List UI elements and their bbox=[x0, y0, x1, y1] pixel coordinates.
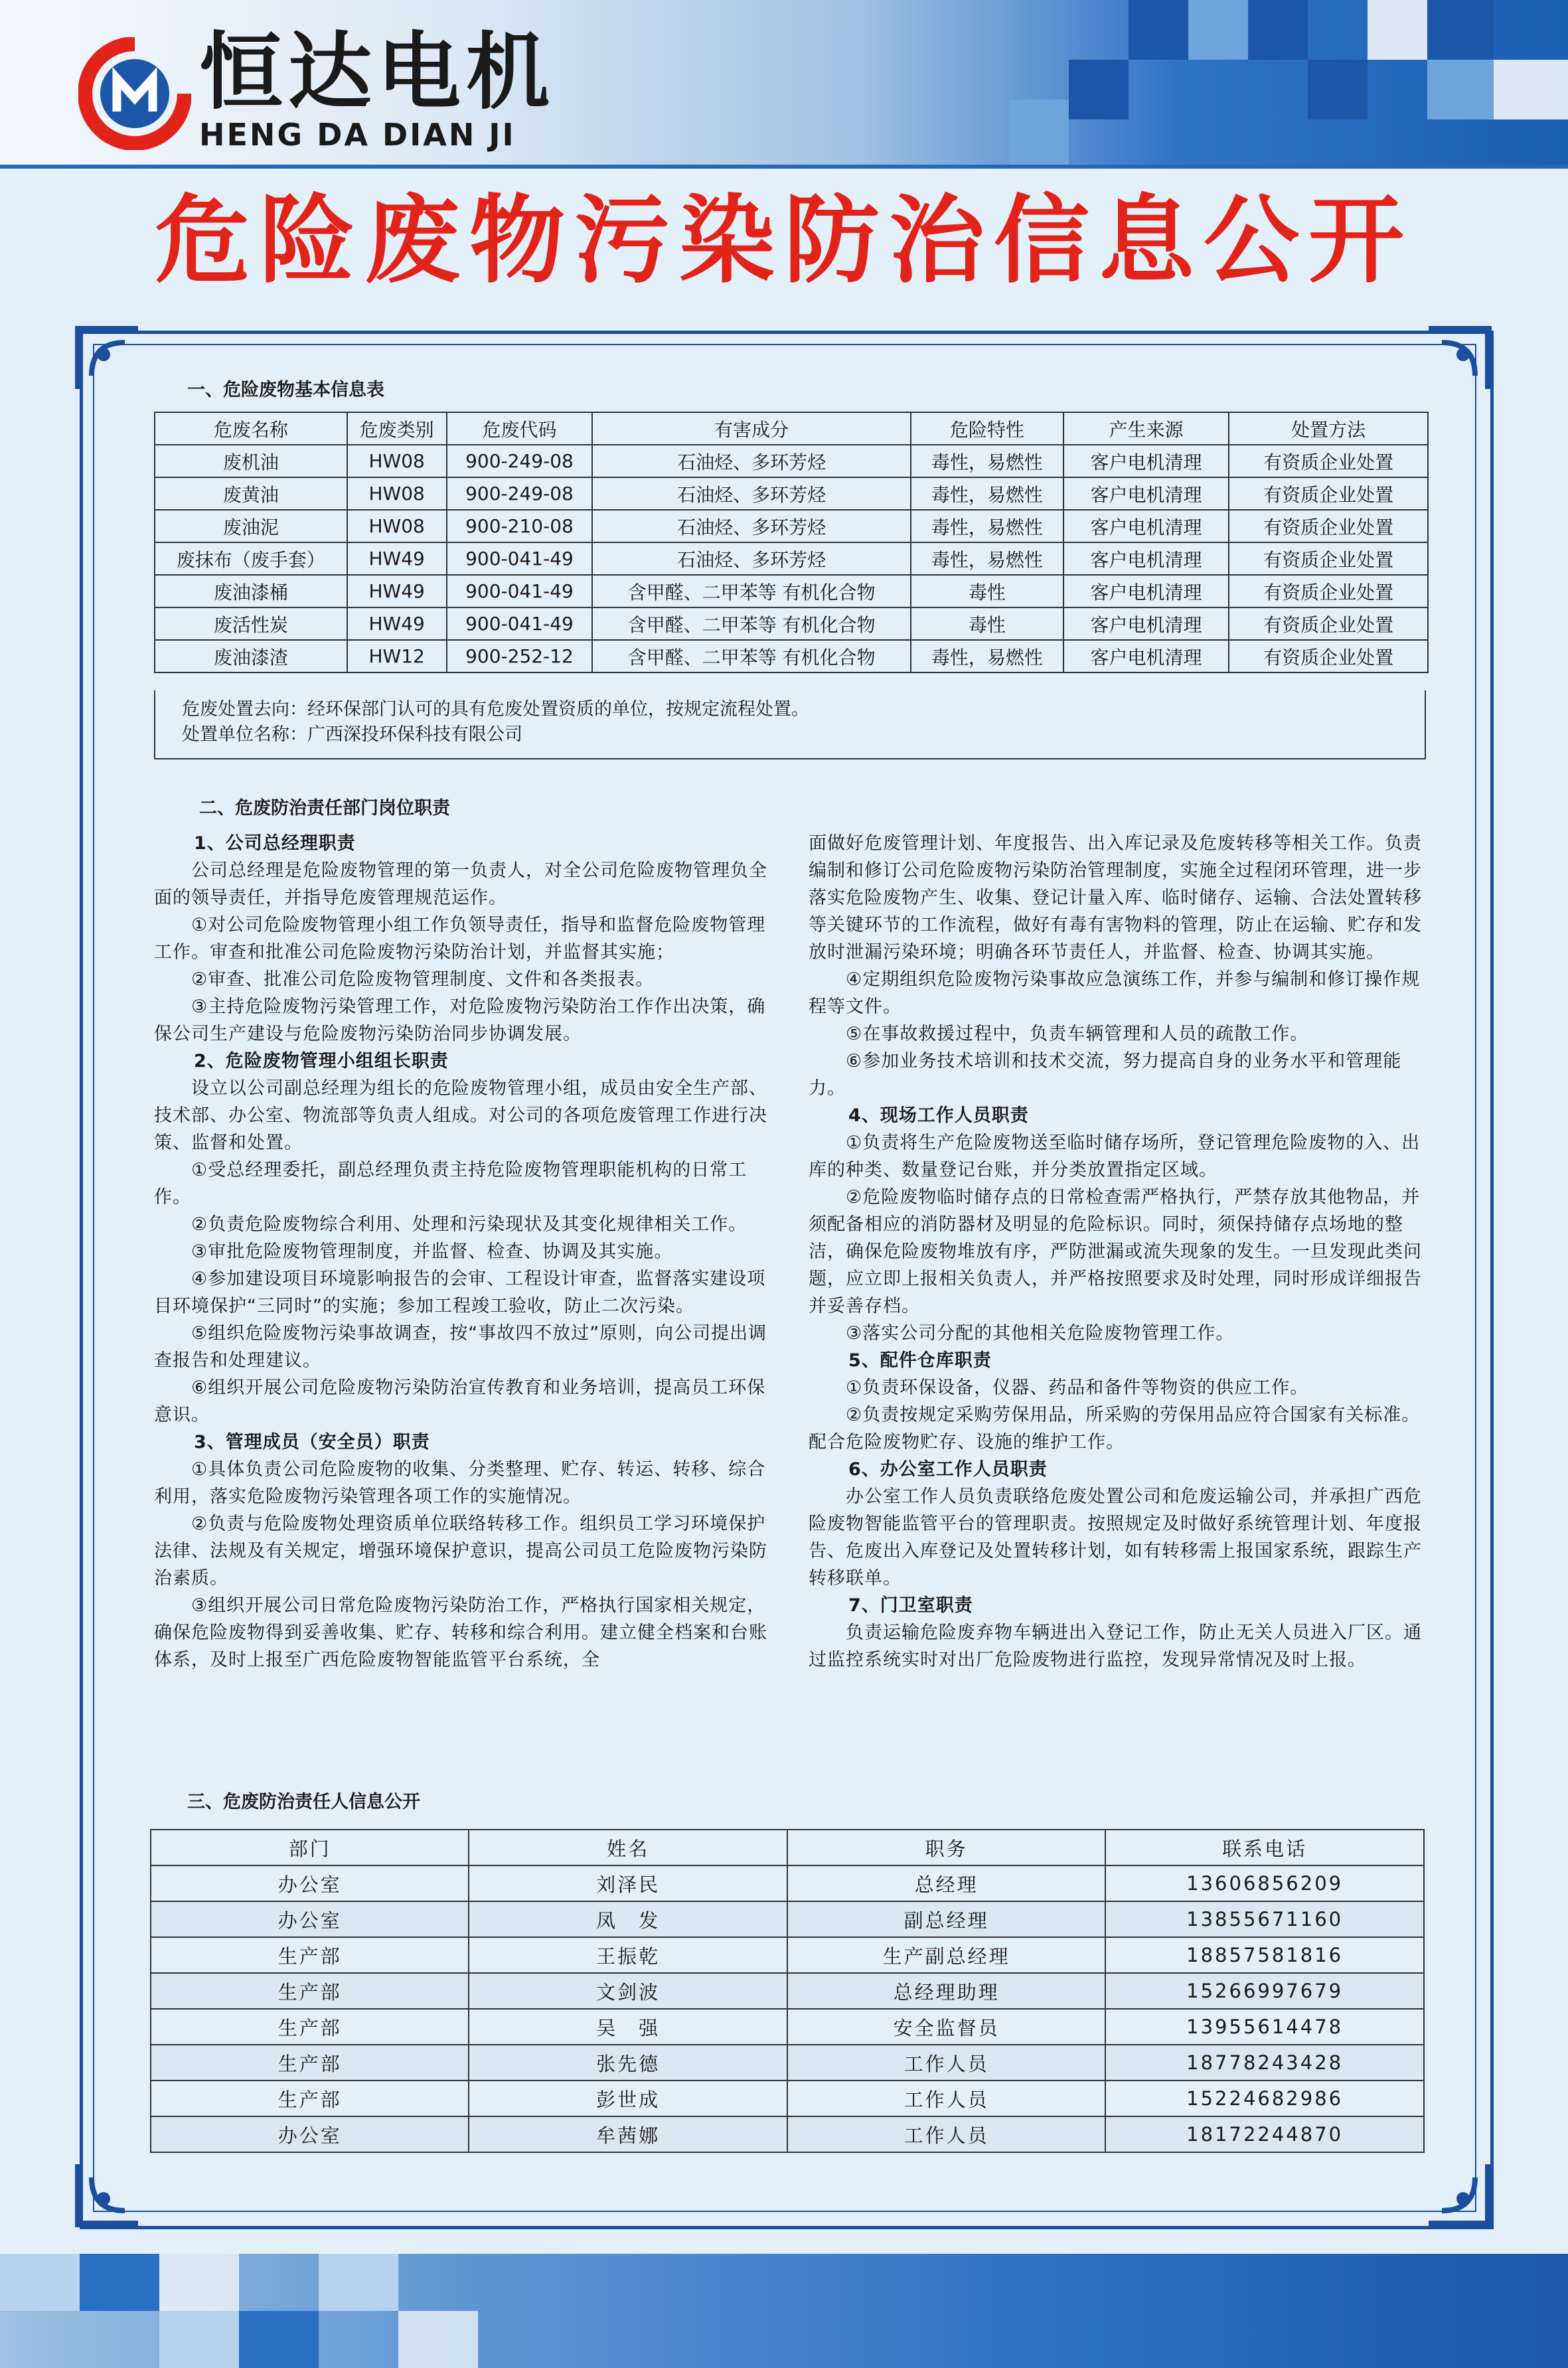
header-square bbox=[1069, 60, 1129, 119]
table-cell: 生产部 bbox=[151, 2081, 469, 2116]
paragraph: ②负责危险废物综合利用、处理和污染现状及其变化规律相关工作。 bbox=[191, 1214, 747, 1235]
paragraph: 面做好危废管理计划、年度报告、出入库记录及危废转移等相关工作。负责编制和修订公司危险废物污染防治管理制度，实施全过程闭环管理，进一步落实危险废物产生、收集、登记计量入库、临时储存、运输、合法处置转移等关键环节的工作流程，做好有毒有害物料的管理，防止在运输、贮存和发放时泄漏污染环境；明确各环节责任人，并监督、检查、协调其实施。 bbox=[809, 833, 1422, 963]
table-cell: 含甲醛、二甲苯等 有机化合物 bbox=[592, 607, 911, 640]
table-cell: 客户电机清理 bbox=[1063, 445, 1229, 477]
subsection-heading: 3、管理成员（安全员）职责 bbox=[194, 1432, 430, 1453]
table-cell: 工作人员 bbox=[787, 2045, 1105, 2081]
table-cell: HW49 bbox=[347, 542, 447, 575]
section1-title: 一、危险废物基本信息表 bbox=[187, 380, 384, 400]
paragraph: 公司总经理是危险废物管理的第一负责人，对全公司危险废物管理负全面的领导责任，并指导危废管理规范运作。 bbox=[154, 860, 767, 908]
paragraph: ②负责与危险废物处理资质单位联络转移工作。组织员工学习环境保护法律、法规及有关规定，增强环境保护意识，提高公司员工危险废物污染防治素质。 bbox=[154, 1514, 767, 1589]
corner-ornament-icon bbox=[1422, 2158, 1495, 2231]
paragraph: ③落实公司分配的其他相关危险废物管理工作。 bbox=[846, 1323, 1235, 1344]
paragraph: ②负责按规定采购劳保用品，所采购的劳保用品应符合国家有关标准。配合危险废物贮存、设施的维护工作。 bbox=[809, 1405, 1421, 1453]
table-cell: 18778243428 bbox=[1105, 2045, 1424, 2081]
table-cell: 900-249-08 bbox=[447, 477, 593, 510]
paragraph: 设立以公司副总经理为组长的危险废物管理小组，成员由安全生产部、技术部、办公室、物流部等负责人组成。对公司的各项危废管理工作进行决策、监督和处置。 bbox=[154, 1078, 767, 1153]
footer-square bbox=[398, 2311, 478, 2368]
column-header: 部门 bbox=[151, 1830, 469, 1865]
disposal-destination: 危废处置去向：经环保部门认可的具有危废处置资质的单位，按规定流程处置。 bbox=[182, 699, 809, 720]
table-cell: 毒性，易燃性 bbox=[911, 477, 1063, 510]
table-header-row bbox=[155, 412, 1428, 445]
table-cell: 900-249-08 bbox=[447, 445, 593, 477]
table-cell: 文剑波 bbox=[469, 1973, 787, 2009]
table-cell: 石油烃、多环芳烃 bbox=[592, 477, 911, 510]
table-cell: 废黄油 bbox=[155, 477, 347, 510]
table-cell: 王振乾 bbox=[469, 1937, 787, 1973]
column-header: 职务 bbox=[787, 1830, 1105, 1865]
corner-ornament-icon bbox=[72, 323, 145, 396]
hazardous-waste-table bbox=[154, 412, 1429, 673]
table-cell: 客户电机清理 bbox=[1063, 575, 1229, 607]
page-title: 危险废物污染防治信息公开 bbox=[154, 185, 1413, 296]
table-cell: 15224682986 bbox=[1105, 2081, 1424, 2116]
section3-title: 三、危废防治责任人信息公开 bbox=[187, 1792, 420, 1812]
header-square bbox=[1188, 0, 1248, 60]
column-header: 危废名称 bbox=[155, 412, 347, 445]
paragraph: ③组织开展公司日常危险废物污染防治工作，严格执行国家相关规定，确保危险废物得到妥善收集、贮存、转移和综合利用。建立健全档案和台账体系，及时上报至广西危险废物智能监管平台系统，全 bbox=[154, 1595, 767, 1670]
table-cell: 生产部 bbox=[151, 1973, 469, 2009]
table-cell: 生产副总经理 bbox=[787, 1937, 1105, 1973]
paragraph: ⑥参加业务技术培训和技术交流，努力提高自身的业务水平和管理能力。 bbox=[809, 1051, 1402, 1099]
paragraph: ②危险废物临时储存点的日常检查需严格执行，严禁存放其他物品，并须配备相应的消防器材及明显的危险标识。同时，须保持储存点场地的整洁，确保危险废物堆放有序，严防泄漏或流失现象的发生。一旦发现此类问题，应立即上报相关负责人，并严格按照要求及时处理，同时形成详细报告并妥善存档。 bbox=[809, 1187, 1422, 1316]
table-cell: HW08 bbox=[347, 510, 447, 542]
table-cell: 石油烃、多环芳烃 bbox=[592, 542, 911, 575]
disposal-company: 处置单位名称：广西深投环保科技有限公司 bbox=[182, 724, 522, 745]
paragraph: ①负责将生产危险废物送至临时储存场所，登记管理危险废物的入、出库的种类、数量登记台账，并分类放置指定区域。 bbox=[809, 1133, 1421, 1180]
header-square bbox=[1129, 0, 1188, 60]
table-row bbox=[151, 1865, 1424, 1901]
paragraph: 办公室工作人员负责联络危废处置公司和危废运输公司，并承担广西危险废物智能监管平台的管理职责。按照规定及时做好系统管理计划、年度报告、危废出入库登记及处置转移计划，如有转移需上报国家系统，跟踪生产转移联单。 bbox=[809, 1486, 1422, 1589]
table-cell: 900-252-12 bbox=[447, 640, 593, 672]
table-cell: 有资质企业处置 bbox=[1229, 510, 1428, 542]
table-cell: 办公室 bbox=[151, 1865, 469, 1901]
duties-right-column bbox=[809, 830, 1429, 1674]
column-header: 产生来源 bbox=[1063, 412, 1229, 445]
table-cell: 有资质企业处置 bbox=[1229, 542, 1428, 575]
table-row bbox=[155, 542, 1428, 575]
table-cell: 石油烃、多环芳烃 bbox=[592, 510, 911, 542]
table-cell: 毒性，易燃性 bbox=[911, 542, 1063, 575]
table-cell: 废机油 bbox=[155, 445, 347, 477]
table-cell: 副总经理 bbox=[787, 1901, 1105, 1937]
table-row bbox=[151, 2045, 1424, 2081]
responsible-persons-table bbox=[150, 1829, 1425, 2153]
table-cell: 废油漆渣 bbox=[155, 640, 347, 672]
table-cell: 工作人员 bbox=[787, 2081, 1105, 2116]
column-header: 危废类别 bbox=[347, 412, 447, 445]
header-square bbox=[1368, 0, 1427, 60]
table-cell: 吴 强 bbox=[469, 2009, 787, 2045]
table-cell: 含甲醛、二甲苯等 有机化合物 bbox=[592, 640, 911, 672]
table-cell: 有资质企业处置 bbox=[1229, 640, 1428, 672]
paragraph: ④定期组织危险废物污染事故应急演练工作，并参与编制和修订操作规程等文件。 bbox=[809, 969, 1421, 1017]
paragraph: ①对公司危险废物管理小组工作负领导责任，指导和监督危险废物管理工作。审查和批准公司危险废物污染防治计划，并监督其实施； bbox=[154, 915, 766, 963]
table-row bbox=[151, 2116, 1424, 2152]
paragraph: ③审批危险废物管理制度，并监督、检查、协调及其实施。 bbox=[191, 1241, 673, 1262]
table-cell: 18857581816 bbox=[1105, 1937, 1424, 1973]
table-cell: 毒性 bbox=[911, 575, 1063, 607]
table-cell: 客户电机清理 bbox=[1063, 477, 1229, 510]
table-cell: 刘泽民 bbox=[469, 1865, 787, 1901]
table-cell: 毒性，易燃性 bbox=[911, 510, 1063, 542]
column-header: 联系电话 bbox=[1105, 1830, 1424, 1865]
header-square bbox=[1494, 60, 1568, 119]
table-cell: 客户电机清理 bbox=[1063, 607, 1229, 640]
table-cell: 总经理助理 bbox=[787, 1973, 1105, 2009]
table-cell: 凤 发 bbox=[469, 1901, 787, 1937]
footer-square bbox=[159, 2254, 239, 2311]
table-row bbox=[151, 1937, 1424, 1973]
table-cell: 含甲醛、二甲苯等 有机化合物 bbox=[592, 575, 911, 607]
table-row bbox=[151, 1973, 1424, 2009]
table-row bbox=[155, 510, 1428, 542]
paragraph: ④参加建设项目环境影响报告的会审、工程设计审查，监督落实建设项目环境保护“三同时”的实施；参加工程竣工验收，防止二次污染。 bbox=[154, 1269, 766, 1316]
table-row bbox=[151, 2081, 1424, 2116]
table-cell: 毒性，易燃性 bbox=[911, 640, 1063, 672]
table-cell: 废抹布（废手套） bbox=[155, 542, 347, 575]
header-square bbox=[1009, 100, 1069, 165]
column-header: 危废代码 bbox=[447, 412, 593, 445]
section2-title: 二、危废防治责任部门岗位职责 bbox=[199, 798, 450, 819]
table-cell: 牟茜娜 bbox=[469, 2116, 787, 2152]
table-cell: HW08 bbox=[347, 477, 447, 510]
subsection-heading: 7、门卫室职责 bbox=[848, 1595, 973, 1616]
table-cell: 900-041-49 bbox=[447, 575, 593, 607]
duties-left-column bbox=[154, 830, 775, 1674]
header-divider bbox=[0, 165, 1568, 169]
column-header: 有害成分 bbox=[592, 412, 911, 445]
subsection-heading: 2、危险废物管理小组组长职责 bbox=[194, 1051, 449, 1071]
table-cell: HW08 bbox=[347, 445, 447, 477]
table-row bbox=[155, 607, 1428, 640]
table-cell: HW12 bbox=[347, 640, 447, 672]
header-square bbox=[1427, 60, 1494, 119]
table-cell: 有资质企业处置 bbox=[1229, 477, 1428, 510]
subsection-heading: 6、办公室工作人员职责 bbox=[848, 1459, 1048, 1480]
table-cell: 张先德 bbox=[469, 2045, 787, 2081]
header-square bbox=[1427, 0, 1494, 60]
table-cell: HW49 bbox=[347, 607, 447, 640]
table-cell: 彭世成 bbox=[469, 2081, 787, 2116]
paragraph: ①负责环保设备，仪器、药品和备件等物资的供应工作。 bbox=[846, 1378, 1309, 1398]
table-row bbox=[155, 640, 1428, 672]
paragraph: 负责运输危险废弃物车辆进出入登记工作，防止无关人员进入厂区。通过监控系统实时对出厂危险废物进行监控，发现异常情况及时上报。 bbox=[809, 1622, 1422, 1670]
table-cell: 13606856209 bbox=[1105, 1865, 1424, 1901]
table-cell: 有资质企业处置 bbox=[1229, 607, 1428, 640]
table-cell: 客户电机清理 bbox=[1063, 542, 1229, 575]
table-cell: 900-041-49 bbox=[447, 542, 593, 575]
footer-square bbox=[0, 2254, 80, 2311]
column-header: 姓名 bbox=[469, 1830, 787, 1865]
corner-ornament-icon bbox=[1422, 323, 1495, 396]
table-header-row bbox=[151, 1830, 1424, 1865]
column-header: 处置方法 bbox=[1229, 412, 1428, 445]
table-cell: 900-210-08 bbox=[447, 510, 593, 542]
table-cell: 有资质企业处置 bbox=[1229, 445, 1428, 477]
table-cell: 工作人员 bbox=[787, 2116, 1105, 2152]
footer-square bbox=[159, 2311, 239, 2368]
table-cell: 客户电机清理 bbox=[1063, 640, 1229, 672]
footer-band bbox=[0, 2254, 1568, 2368]
table-cell: 安全监督员 bbox=[787, 2009, 1105, 2045]
table-cell: 生产部 bbox=[151, 1937, 469, 1973]
company-logo-icon bbox=[78, 37, 191, 150]
table-cell: 废油泥 bbox=[155, 510, 347, 542]
table-cell: 13955614478 bbox=[1105, 2009, 1424, 2045]
table-cell: 有资质企业处置 bbox=[1229, 575, 1428, 607]
table-row bbox=[151, 1901, 1424, 1937]
table-cell: 办公室 bbox=[151, 2116, 469, 2152]
table-cell: 15266997679 bbox=[1105, 1973, 1424, 2009]
table-cell: 废油漆桶 bbox=[155, 575, 347, 607]
table-cell: 900-041-49 bbox=[447, 607, 593, 640]
footer-square bbox=[239, 2311, 319, 2368]
table-row bbox=[155, 575, 1428, 607]
paragraph: ③主持危险废物污染管理工作，对危险废物污染防治工作作出决策，确保公司生产建设与危险废物污染防治同步协调发展。 bbox=[154, 996, 766, 1044]
paragraph: ⑤组织危险废物污染事故调查，按“事故四不放过”原则，向公司提出调查报告和处理建议。 bbox=[154, 1323, 767, 1371]
paragraph: ①受总经理委托，副总经理负责主持危险废物管理职能机构的日常工作。 bbox=[154, 1160, 747, 1208]
table-cell: 办公室 bbox=[151, 1901, 469, 1937]
subsection-heading: 5、配件仓库职责 bbox=[848, 1350, 992, 1371]
corner-ornament-icon bbox=[72, 2158, 145, 2231]
table-cell: 生产部 bbox=[151, 2009, 469, 2045]
table-row bbox=[155, 445, 1428, 477]
footer-square bbox=[319, 2254, 398, 2311]
table-cell: 石油烃、多环芳烃 bbox=[592, 445, 911, 477]
table-cell: 18172244870 bbox=[1105, 2116, 1424, 2152]
table-cell: 客户电机清理 bbox=[1063, 510, 1229, 542]
subsection-heading: 1、公司总经理职责 bbox=[194, 833, 356, 854]
table-cell: 总经理 bbox=[787, 1865, 1105, 1901]
table-row bbox=[155, 477, 1428, 510]
table-cell: 生产部 bbox=[151, 2045, 469, 2081]
header-square bbox=[1248, 0, 1308, 60]
column-header: 危险特性 bbox=[911, 412, 1063, 445]
company-name-en: HENG DA DIAN JI bbox=[199, 117, 516, 153]
table-cell: 毒性，易燃性 bbox=[911, 445, 1063, 477]
table-cell: HW49 bbox=[347, 575, 447, 607]
paragraph: ⑤在事故救援过程中，负责车辆管理和人员的疏散工作。 bbox=[846, 1024, 1309, 1044]
table-row bbox=[151, 2009, 1424, 2045]
subsection-heading: 4、现场工作人员职责 bbox=[848, 1105, 1029, 1126]
table-cell: 毒性 bbox=[911, 607, 1063, 640]
header-square bbox=[1308, 60, 1368, 119]
paragraph: ⑥组织开展公司危险废物污染防治宣传教育和业务培训，提高员工环保意识。 bbox=[154, 1378, 766, 1425]
table-cell: 13855671160 bbox=[1105, 1901, 1424, 1937]
table-cell: 废活性炭 bbox=[155, 607, 347, 640]
disposal-note bbox=[154, 690, 1426, 759]
footer-square bbox=[80, 2254, 159, 2311]
header-band bbox=[0, 0, 1568, 165]
paragraph: ②审查、批准公司危险废物管理制度、文件和各类报表。 bbox=[191, 969, 655, 990]
company-name-cn: 恒达电机 bbox=[199, 23, 555, 121]
paragraph: ①具体负责公司危险废物的收集、分类整理、贮存、转运、转移、综合利用，落实危险废物污染管理各项工作的实施情况。 bbox=[154, 1459, 766, 1507]
